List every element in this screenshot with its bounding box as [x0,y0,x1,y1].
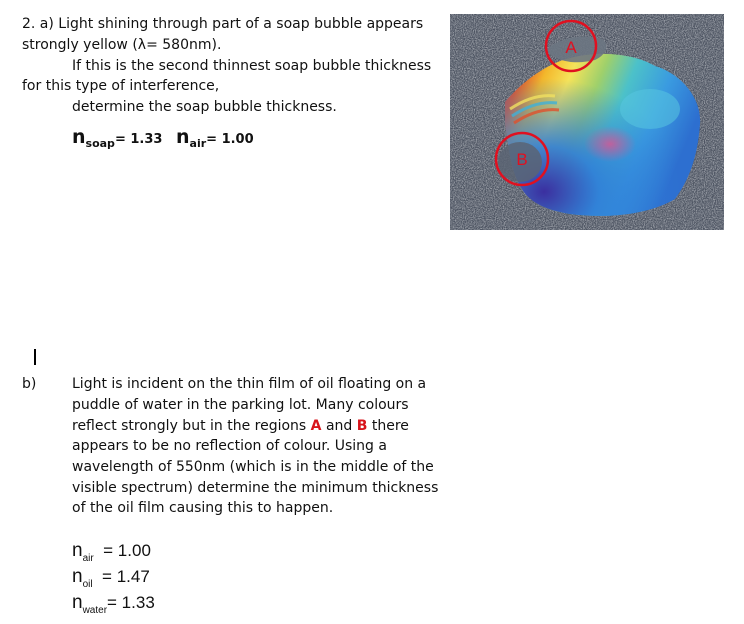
part-a-line-4: for this type of interference, [22,78,220,94]
n-water-value: $n_{water}= 1.33$ [72,592,155,616]
part-b-label: b) [22,376,37,392]
n-oil-value: $n_{oil} = 1.47$ [72,566,150,590]
part-a-line-5: determine the soap bubble thickness. [72,99,337,115]
region-a-label: A [565,38,577,57]
part-a-line-2: strongly yellow (λ= 580nm). [22,37,222,53]
n-air-equation: $n_{air}= 1.00$ [176,126,254,150]
region-b-ref: B [356,418,368,434]
part-b-line-7: of the oil film causing this to happen. [72,500,334,516]
part-a-line-3: If this is the second thinnest soap bubble thickness [72,58,432,74]
part-b-line-2: puddle of water in the parking lot. Many colours [72,397,409,413]
n-air-value: $n_{air} = 1.00$ [72,540,151,564]
part-b-line-5: wavelength of 550nm (which is in the middle of the [72,459,434,475]
part-b-line-3: reflect strongly but in the regions A and B there [72,418,409,434]
region-a-ref: A [310,418,322,434]
oil-film-photo [450,14,724,230]
text-cursor [34,349,36,365]
part-b-line-1: Light is incident on the thin film of oil floating on a [72,376,427,392]
part-b-line-6: visible spectrum) determine the minimum thickness [72,480,439,496]
n-soap-equation: $n_{soap}= 1.33$ [72,126,163,150]
part-b-line-4: appears to be no reflection of colour. Using a [72,438,387,454]
part-a-line-1: 2. a) Light shining through part of a soap bubble appears [22,16,424,32]
region-b-label: B [516,150,528,169]
